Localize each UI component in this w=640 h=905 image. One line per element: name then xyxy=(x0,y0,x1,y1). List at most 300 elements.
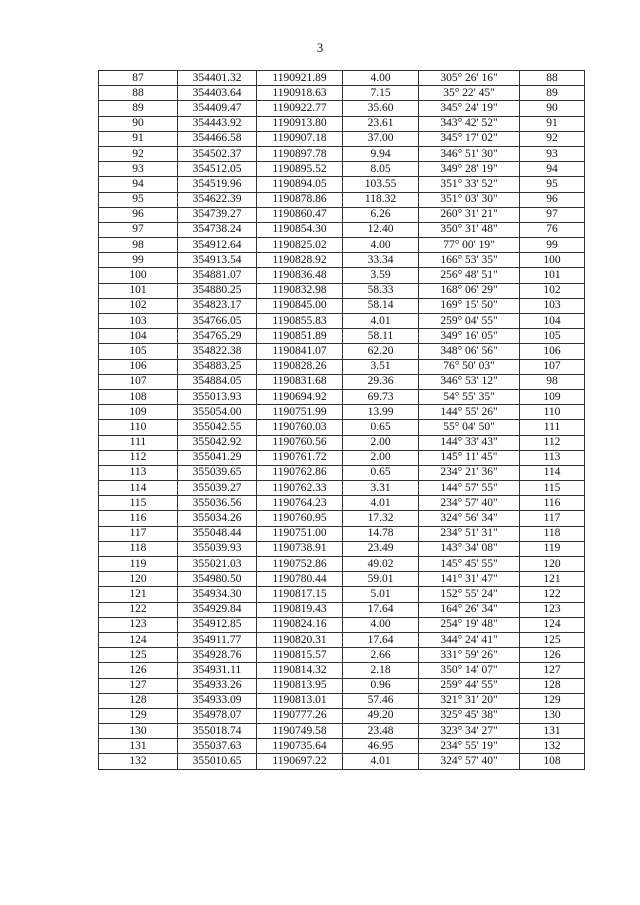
cell-next-point: 102 xyxy=(520,283,585,298)
cell-next-point: 116 xyxy=(520,496,585,511)
cell-coordinate-x: 355010.65 xyxy=(178,754,257,769)
cell-point-number: 89 xyxy=(99,101,178,116)
cell-next-point: 96 xyxy=(520,192,585,207)
cell-point-number: 113 xyxy=(99,465,178,480)
cell-coordinate-x: 355021.03 xyxy=(178,557,257,572)
cell-coordinate-x: 354881.07 xyxy=(178,268,257,283)
cell-coordinate-x: 355039.93 xyxy=(178,541,257,556)
cell-bearing: 349° 28' 19" xyxy=(419,162,520,177)
table-row xyxy=(99,481,585,496)
cell-point-number: 92 xyxy=(99,146,178,161)
cell-bearing: 143° 34' 08" xyxy=(419,541,520,556)
cell-distance: 59.01 xyxy=(343,572,419,587)
cell-coordinate-x: 355037.63 xyxy=(178,739,257,754)
cell-bearing: 144° 33' 43" xyxy=(419,435,520,450)
cell-coordinate-y: 1190752.86 xyxy=(257,557,343,572)
table-row xyxy=(99,207,585,222)
table-row xyxy=(99,632,585,647)
cell-point-number: 112 xyxy=(99,450,178,465)
table-row xyxy=(99,374,585,389)
table-row xyxy=(99,146,585,161)
cell-point-number: 132 xyxy=(99,754,178,769)
cell-next-point: 120 xyxy=(520,557,585,572)
cell-point-number: 126 xyxy=(99,663,178,678)
cell-coordinate-x: 355039.65 xyxy=(178,465,257,480)
cell-coordinate-y: 1190761.72 xyxy=(257,450,343,465)
cell-bearing: 331° 59' 26" xyxy=(419,648,520,663)
cell-coordinate-y: 1190762.86 xyxy=(257,465,343,480)
cell-coordinate-x: 354765.29 xyxy=(178,329,257,344)
cell-bearing: 234° 51' 31" xyxy=(419,526,520,541)
cell-coordinate-y: 1190922.77 xyxy=(257,101,343,116)
cell-point-number: 91 xyxy=(99,131,178,146)
coordinates-table xyxy=(98,70,585,770)
cell-point-number: 124 xyxy=(99,632,178,647)
cell-coordinate-y: 1190832.98 xyxy=(257,283,343,298)
cell-coordinate-y: 1190825.02 xyxy=(257,238,343,253)
cell-coordinate-y: 1190814.32 xyxy=(257,663,343,678)
cell-point-number: 130 xyxy=(99,724,178,739)
cell-next-point: 128 xyxy=(520,678,585,693)
cell-coordinate-x: 355036.56 xyxy=(178,496,257,511)
cell-bearing: 351° 33' 52" xyxy=(419,177,520,192)
cell-distance: 2.00 xyxy=(343,435,419,450)
cell-distance: 23.48 xyxy=(343,724,419,739)
cell-distance: 49.20 xyxy=(343,708,419,723)
cell-bearing: 55° 04' 50" xyxy=(419,420,520,435)
cell-coordinate-y: 1190813.01 xyxy=(257,693,343,708)
cell-coordinate-y: 1190777.26 xyxy=(257,708,343,723)
cell-bearing: 169° 15' 50" xyxy=(419,298,520,313)
cell-bearing: 321° 31' 20" xyxy=(419,693,520,708)
table-row xyxy=(99,116,585,131)
table-row xyxy=(99,420,585,435)
cell-bearing: 344° 24' 41" xyxy=(419,632,520,647)
cell-distance: 58.33 xyxy=(343,283,419,298)
cell-point-number: 90 xyxy=(99,116,178,131)
cell-distance: 13.99 xyxy=(343,405,419,420)
cell-distance: 49.02 xyxy=(343,557,419,572)
cell-coordinate-y: 1190738.91 xyxy=(257,541,343,556)
cell-distance: 4.00 xyxy=(343,617,419,632)
cell-coordinate-x: 355034.26 xyxy=(178,511,257,526)
cell-coordinate-x: 355048.44 xyxy=(178,526,257,541)
cell-distance: 35.60 xyxy=(343,101,419,116)
table-row xyxy=(99,268,585,283)
cell-distance: 4.01 xyxy=(343,496,419,511)
cell-coordinate-x: 354823.17 xyxy=(178,298,257,313)
page-number: 3 xyxy=(316,40,324,55)
cell-bearing: 260° 31' 21" xyxy=(419,207,520,222)
cell-point-number: 95 xyxy=(99,192,178,207)
table-row xyxy=(99,511,585,526)
cell-bearing: 77° 00' 19" xyxy=(419,238,520,253)
cell-bearing: 343° 42' 52" xyxy=(419,116,520,131)
cell-coordinate-x: 354519.96 xyxy=(178,177,257,192)
cell-point-number: 129 xyxy=(99,708,178,723)
cell-point-number: 125 xyxy=(99,648,178,663)
cell-coordinate-x: 355013.93 xyxy=(178,389,257,404)
table-row xyxy=(99,344,585,359)
cell-point-number: 111 xyxy=(99,435,178,450)
cell-coordinate-y: 1190918.63 xyxy=(257,86,343,101)
cell-coordinate-x: 354928.76 xyxy=(178,648,257,663)
cell-next-point: 132 xyxy=(520,739,585,754)
cell-distance: 37.00 xyxy=(343,131,419,146)
cell-next-point: 104 xyxy=(520,314,585,329)
cell-bearing: 324° 56' 34" xyxy=(419,511,520,526)
cell-next-point: 117 xyxy=(520,511,585,526)
cell-bearing: 351° 03' 30" xyxy=(419,192,520,207)
cell-next-point: 130 xyxy=(520,708,585,723)
cell-bearing: 259° 44' 55" xyxy=(419,678,520,693)
cell-coordinate-x: 354880.25 xyxy=(178,283,257,298)
cell-distance: 23.49 xyxy=(343,541,419,556)
cell-distance: 17.32 xyxy=(343,511,419,526)
cell-next-point: 99 xyxy=(520,238,585,253)
cell-bearing: 349° 16' 05" xyxy=(419,329,520,344)
cell-coordinate-x: 354738.24 xyxy=(178,222,257,237)
cell-coordinate-y: 1190819.43 xyxy=(257,602,343,617)
cell-distance: 29.36 xyxy=(343,374,419,389)
cell-distance: 0.65 xyxy=(343,420,419,435)
table-row xyxy=(99,693,585,708)
cell-point-number: 105 xyxy=(99,344,178,359)
cell-point-number: 116 xyxy=(99,511,178,526)
cell-coordinate-x: 354980.50 xyxy=(178,572,257,587)
cell-coordinate-y: 1190735.64 xyxy=(257,739,343,754)
cell-next-point: 94 xyxy=(520,162,585,177)
cell-bearing: 152° 55' 24" xyxy=(419,587,520,602)
cell-coordinate-y: 1190760.95 xyxy=(257,511,343,526)
cell-distance: 9.94 xyxy=(343,146,419,161)
cell-coordinate-y: 1190751.99 xyxy=(257,405,343,420)
cell-distance: 2.00 xyxy=(343,450,419,465)
table-row xyxy=(99,739,585,754)
cell-next-point: 91 xyxy=(520,116,585,131)
cell-next-point: 113 xyxy=(520,450,585,465)
table-row xyxy=(99,71,585,86)
cell-distance: 4.00 xyxy=(343,238,419,253)
cell-coordinate-y: 1190907.18 xyxy=(257,131,343,146)
cell-distance: 69.73 xyxy=(343,389,419,404)
table-row xyxy=(99,162,585,177)
cell-next-point: 90 xyxy=(520,101,585,116)
table-row xyxy=(99,253,585,268)
cell-next-point: 126 xyxy=(520,648,585,663)
cell-distance: 17.64 xyxy=(343,632,419,647)
cell-point-number: 119 xyxy=(99,557,178,572)
table-row xyxy=(99,450,585,465)
cell-point-number: 123 xyxy=(99,617,178,632)
cell-bearing: 256° 48' 51" xyxy=(419,268,520,283)
cell-distance: 4.00 xyxy=(343,71,419,86)
cell-point-number: 101 xyxy=(99,283,178,298)
cell-coordinate-x: 354466.58 xyxy=(178,131,257,146)
table-row xyxy=(99,496,585,511)
cell-bearing: 234° 55' 19" xyxy=(419,739,520,754)
cell-point-number: 120 xyxy=(99,572,178,587)
cell-bearing: 345° 24' 19" xyxy=(419,101,520,116)
cell-coordinate-y: 1190836.48 xyxy=(257,268,343,283)
cell-coordinate-y: 1190828.92 xyxy=(257,253,343,268)
cell-next-point: 97 xyxy=(520,207,585,222)
cell-distance: 3.59 xyxy=(343,268,419,283)
cell-coordinate-y: 1190831.68 xyxy=(257,374,343,389)
cell-distance: 2.18 xyxy=(343,663,419,678)
cell-bearing: 145° 11' 45" xyxy=(419,450,520,465)
table-row xyxy=(99,572,585,587)
cell-point-number: 117 xyxy=(99,526,178,541)
cell-point-number: 99 xyxy=(99,253,178,268)
cell-distance: 12.40 xyxy=(343,222,419,237)
cell-coordinate-x: 354929.84 xyxy=(178,602,257,617)
cell-point-number: 107 xyxy=(99,374,178,389)
cell-point-number: 122 xyxy=(99,602,178,617)
cell-bearing: 323° 34' 27" xyxy=(419,724,520,739)
cell-bearing: 350° 31' 48" xyxy=(419,222,520,237)
cell-next-point: 110 xyxy=(520,405,585,420)
cell-point-number: 93 xyxy=(99,162,178,177)
cell-distance: 6.26 xyxy=(343,207,419,222)
cell-distance: 2.66 xyxy=(343,648,419,663)
cell-next-point: 92 xyxy=(520,131,585,146)
cell-next-point: 95 xyxy=(520,177,585,192)
cell-distance: 57.46 xyxy=(343,693,419,708)
cell-coordinate-y: 1190815.57 xyxy=(257,648,343,663)
cell-point-number: 109 xyxy=(99,405,178,420)
cell-coordinate-x: 355041.29 xyxy=(178,450,257,465)
cell-bearing: 325° 45' 38" xyxy=(419,708,520,723)
cell-distance: 17.64 xyxy=(343,602,419,617)
cell-coordinate-y: 1190749.58 xyxy=(257,724,343,739)
cell-coordinate-x: 355018.74 xyxy=(178,724,257,739)
cell-bearing: 145° 45' 55" xyxy=(419,557,520,572)
table-row xyxy=(99,557,585,572)
cell-point-number: 114 xyxy=(99,481,178,496)
cell-next-point: 121 xyxy=(520,572,585,587)
cell-coordinate-y: 1190921.89 xyxy=(257,71,343,86)
cell-next-point: 111 xyxy=(520,420,585,435)
table-row xyxy=(99,541,585,556)
cell-coordinate-y: 1190894.05 xyxy=(257,177,343,192)
cell-next-point: 88 xyxy=(520,71,585,86)
table-row xyxy=(99,678,585,693)
cell-coordinate-x: 354739.27 xyxy=(178,207,257,222)
cell-bearing: 166° 53' 35" xyxy=(419,253,520,268)
cell-next-point: 123 xyxy=(520,602,585,617)
cell-coordinate-y: 1190820.31 xyxy=(257,632,343,647)
cell-coordinate-x: 354822.38 xyxy=(178,344,257,359)
cell-point-number: 102 xyxy=(99,298,178,313)
cell-next-point: 122 xyxy=(520,587,585,602)
table-row xyxy=(99,435,585,450)
table-row xyxy=(99,298,585,313)
cell-coordinate-x: 355054.00 xyxy=(178,405,257,420)
cell-point-number: 128 xyxy=(99,693,178,708)
cell-distance: 33.34 xyxy=(343,253,419,268)
cell-coordinate-x: 354401.32 xyxy=(178,71,257,86)
cell-bearing: 305° 26' 16" xyxy=(419,71,520,86)
table-row xyxy=(99,192,585,207)
cell-coordinate-y: 1190851.89 xyxy=(257,329,343,344)
cell-coordinate-x: 354512.05 xyxy=(178,162,257,177)
cell-bearing: 168° 06' 29" xyxy=(419,283,520,298)
cell-next-point: 98 xyxy=(520,374,585,389)
cell-coordinate-y: 1190895.52 xyxy=(257,162,343,177)
cell-point-number: 96 xyxy=(99,207,178,222)
table-row xyxy=(99,131,585,146)
cell-next-point: 124 xyxy=(520,617,585,632)
cell-point-number: 103 xyxy=(99,314,178,329)
table-row xyxy=(99,359,585,374)
table-row xyxy=(99,663,585,678)
cell-coordinate-x: 354883.25 xyxy=(178,359,257,374)
table-row xyxy=(99,389,585,404)
cell-coordinate-y: 1190697.22 xyxy=(257,754,343,769)
cell-coordinate-x: 354978.07 xyxy=(178,708,257,723)
cell-next-point: 119 xyxy=(520,541,585,556)
cell-distance: 62.20 xyxy=(343,344,419,359)
cell-point-number: 97 xyxy=(99,222,178,237)
cell-point-number: 127 xyxy=(99,678,178,693)
cell-bearing: 144° 57' 55" xyxy=(419,481,520,496)
cell-next-point: 93 xyxy=(520,146,585,161)
cell-next-point: 118 xyxy=(520,526,585,541)
cell-bearing: 346° 51' 30" xyxy=(419,146,520,161)
table-row xyxy=(99,329,585,344)
table-row xyxy=(99,648,585,663)
cell-point-number: 87 xyxy=(99,71,178,86)
cell-coordinate-y: 1190824.16 xyxy=(257,617,343,632)
cell-bearing: 234° 21' 36" xyxy=(419,465,520,480)
cell-bearing: 350° 14' 07" xyxy=(419,663,520,678)
cell-next-point: 131 xyxy=(520,724,585,739)
cell-coordinate-x: 354913.54 xyxy=(178,253,257,268)
cell-bearing: 346° 53' 12" xyxy=(419,374,520,389)
cell-bearing: 348° 06' 56" xyxy=(419,344,520,359)
cell-distance: 23.61 xyxy=(343,116,419,131)
cell-coordinate-y: 1190828.26 xyxy=(257,359,343,374)
cell-point-number: 94 xyxy=(99,177,178,192)
cell-distance: 0.65 xyxy=(343,465,419,480)
cell-coordinate-y: 1190760.03 xyxy=(257,420,343,435)
cell-bearing: 234° 57' 40" xyxy=(419,496,520,511)
cell-point-number: 106 xyxy=(99,359,178,374)
cell-coordinate-x: 354766.05 xyxy=(178,314,257,329)
table-row xyxy=(99,526,585,541)
cell-distance: 5.01 xyxy=(343,587,419,602)
cell-distance: 103.55 xyxy=(343,177,419,192)
cell-coordinate-x: 354933.09 xyxy=(178,693,257,708)
cell-coordinate-x: 354443.92 xyxy=(178,116,257,131)
cell-coordinate-y: 1190841.07 xyxy=(257,344,343,359)
table-row xyxy=(99,314,585,329)
cell-distance: 46.95 xyxy=(343,739,419,754)
table-row xyxy=(99,222,585,237)
cell-coordinate-y: 1190855.83 xyxy=(257,314,343,329)
table-row xyxy=(99,724,585,739)
cell-next-point: 106 xyxy=(520,344,585,359)
table-row xyxy=(99,602,585,617)
cell-point-number: 108 xyxy=(99,389,178,404)
cell-next-point: 107 xyxy=(520,359,585,374)
table-row xyxy=(99,283,585,298)
cell-point-number: 131 xyxy=(99,739,178,754)
cell-next-point: 100 xyxy=(520,253,585,268)
cell-coordinate-y: 1190854.30 xyxy=(257,222,343,237)
cell-distance: 14.78 xyxy=(343,526,419,541)
cell-bearing: 259° 04' 55" xyxy=(419,314,520,329)
table-row xyxy=(99,587,585,602)
cell-next-point: 112 xyxy=(520,435,585,450)
cell-point-number: 104 xyxy=(99,329,178,344)
table-row xyxy=(99,617,585,632)
table-row xyxy=(99,465,585,480)
cell-next-point: 89 xyxy=(520,86,585,101)
cell-coordinate-x: 355042.92 xyxy=(178,435,257,450)
cell-next-point: 103 xyxy=(520,298,585,313)
table-row xyxy=(99,177,585,192)
cell-distance: 3.51 xyxy=(343,359,419,374)
cell-bearing: 345° 17' 02" xyxy=(419,131,520,146)
cell-coordinate-y: 1190764.23 xyxy=(257,496,343,511)
cell-next-point: 114 xyxy=(520,465,585,480)
cell-coordinate-x: 354933.26 xyxy=(178,678,257,693)
cell-coordinate-x: 355042.55 xyxy=(178,420,257,435)
cell-next-point: 115 xyxy=(520,481,585,496)
cell-point-number: 118 xyxy=(99,541,178,556)
cell-coordinate-x: 354409.47 xyxy=(178,101,257,116)
cell-coordinate-y: 1190913.80 xyxy=(257,116,343,131)
cell-coordinate-x: 354502.37 xyxy=(178,146,257,161)
table-row xyxy=(99,86,585,101)
cell-point-number: 88 xyxy=(99,86,178,101)
cell-bearing: 164° 26' 34" xyxy=(419,602,520,617)
cell-coordinate-x: 354884.05 xyxy=(178,374,257,389)
cell-distance: 7.15 xyxy=(343,86,419,101)
cell-next-point: 101 xyxy=(520,268,585,283)
cell-coordinate-x: 354934.30 xyxy=(178,587,257,602)
cell-coordinate-y: 1190845.00 xyxy=(257,298,343,313)
table-body xyxy=(99,71,585,770)
cell-distance: 4.01 xyxy=(343,754,419,769)
cell-distance: 3.31 xyxy=(343,481,419,496)
cell-bearing: 141° 31' 47" xyxy=(419,572,520,587)
cell-coordinate-x: 354911.77 xyxy=(178,632,257,647)
cell-next-point: 129 xyxy=(520,693,585,708)
cell-coordinate-y: 1190780.44 xyxy=(257,572,343,587)
cell-coordinate-y: 1190694.92 xyxy=(257,389,343,404)
cell-coordinate-y: 1190813.95 xyxy=(257,678,343,693)
cell-distance: 58.14 xyxy=(343,298,419,313)
cell-coordinate-x: 354622.39 xyxy=(178,192,257,207)
cell-coordinate-x: 354912.64 xyxy=(178,238,257,253)
cell-coordinate-y: 1190760.56 xyxy=(257,435,343,450)
cell-coordinate-x: 354931.11 xyxy=(178,663,257,678)
cell-coordinate-x: 354912.85 xyxy=(178,617,257,632)
cell-distance: 0.96 xyxy=(343,678,419,693)
cell-point-number: 100 xyxy=(99,268,178,283)
cell-next-point: 105 xyxy=(520,329,585,344)
cell-next-point: 109 xyxy=(520,389,585,404)
cell-coordinate-y: 1190878.86 xyxy=(257,192,343,207)
cell-next-point: 125 xyxy=(520,632,585,647)
cell-next-point: 76 xyxy=(520,222,585,237)
cell-coordinate-y: 1190897.78 xyxy=(257,146,343,161)
cell-coordinate-y: 1190762.33 xyxy=(257,481,343,496)
cell-bearing: 54° 55' 35" xyxy=(419,389,520,404)
